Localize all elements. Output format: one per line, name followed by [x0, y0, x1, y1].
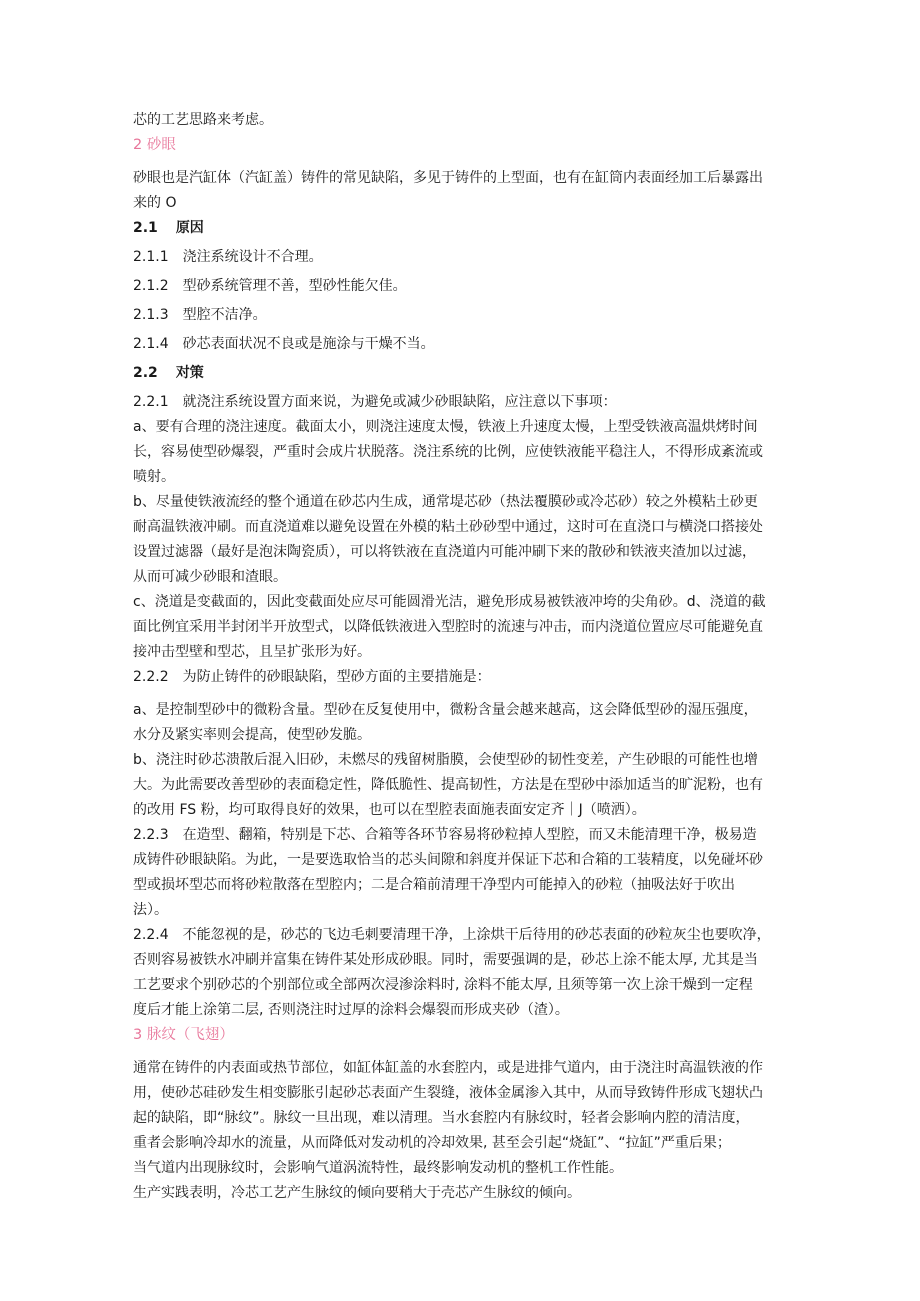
- paragraph-b: b、尽量使铁液流经的整个通道在砂芯内生成，通常堤芯砂（热法覆膜砂或冷芯砂）较之外模粘土砂更 耐高温铁液冲刷。而直浇道难以避免设置在外模的粘土砂砂型中通过，这时可在直浇口与横浇口搭接处 设置过滤器（最好是泡沫陶瓷质），可以将铁液在直浇道内可能冲刷下来的散砂和铁液夹渣加以过滤， 从而可减少砂眼和渣眼。: [133, 494, 763, 585]
- section-3-last: 生产实践表明，冷芯工艺产生脉纹的倾向要稍大于壳芯产生脉纹的倾向。: [133, 1185, 581, 1201]
- item-2-2-4: 2.2.4 不能忽视的是，砂芯的飞边毛刺要清理干净，上涂烘干后待用的砂芯表面的砂粒灰尘也要吹净， 否则容易被铁水冲刷并富集在铸件某处形成砂眼。同时，需要强调的是，砂芯上涂不能太厚, 尤其是当 工艺要求个别砂芯的个别部位或全部两次浸渗涂料时, 涂料不能太厚, 且须等第一次上涂干燥到一定程 度后才能上涂第二层, 否则浇注时过厚的涂料会爆裂而形成夹砂（渣）。: [133, 927, 771, 1018]
- section-2-1-heading: 2.1 原因: [133, 220, 204, 236]
- section-2-2-heading: 2.2 对策: [133, 365, 204, 381]
- document-page: [133, 108, 813, 1206]
- paragraph-b2: b、浇注时砂芯溃散后混入旧砂，未燃尽的残留树脂膜，会使型砂的韧性变差，产生砂眼的可能性也增 大。为此需要改善型砂的表面稳定性，降低脆性、提高韧性，方法是在型砂中添加适当的旷泥粉，也有 的改用 FS 粉，均可取得良好的效果，也可以在型腔表面施表面安定齐｜J（喷洒）。: [133, 752, 763, 818]
- paragraph-cd: c、浇道是变截面的，因此变截面处应尽可能圆滑光洁，避免形成易被铁液冲垮的尖角砂。d、浇道的截 面比例宜采用半封闭半开放型式，以降低铁液进入型腔时的流速与冲击，而内浇道位置应尽可能避免直 接冲击型壁和型芯，且呈扩张形为好。: [133, 594, 766, 660]
- item-2-1-4: 2.1.4 砂芯表面状况不良或是施涂与干燥不当。: [133, 336, 435, 352]
- item-2-2-3: 2.2.3 在造型、翻箱，特别是下芯、合箱等各环节容易将砂粒掉人型腔，而又未能清理干净，极易造 成铸件砂眼缺陷。为此，一是要选取恰当的芯头间隙和斜度并保证下芯和合箱的工装精度，以免碰坏砂 型或损坏型芯而将砂粒散落在型腔内；二是合箱前清理干净型内可能掉入的砂粒（抽吸法好于吹出 法）。: [133, 827, 763, 918]
- section-3-paragraph: 通常在铸件的内表面或热节部位，如缸体缸盖的水套腔内，或是进排气道内，由于浇注时高温铁液的作 用，使砂芯硅砂发生相变膨胀引起砂芯表面产生裂缝，液体金属渗入其中，从而导致铸件形成飞翅状凸 起的缺陷，即“脉纹”。脉纹一旦出现，难以清理。当水套腔内有脉纹时，轻者会影响内腔的清洁度， 重者会影响冷却水的流量，从而降低对发动机的冷却效果, 甚至会引起“烧缸”、“拉缸”严重后果； 当气道内出现脉纹时，会影响气道涡流特性，最终影响发动机的整机工作性能。: [133, 1060, 763, 1176]
- item-2-1-2: 2.1.2 型砂系统管理不善，型砂性能欠佳。: [133, 278, 407, 294]
- paragraph-a2: a、是控制型砂中的微粉含量。型砂在反复使用中，微粉含量会越来越高，这会降低型砂的湿压强度， 水分及紧实率则会提高，使型砂发脆。: [133, 702, 758, 743]
- item-2-1-1: 2.1.1 浇注系统设计不合理。: [133, 249, 323, 265]
- section-2-title: 2 砂眼: [133, 137, 176, 153]
- item-2-1-3: 2.1.3 型腔不洁净。: [133, 307, 267, 323]
- paragraph-a: a、要有合理的浇注速度。截面太小，则浇注速度太慢，铁液上升速度太慢，上型受铁液高温烘烤时间 长，容易使型砂爆裂，严重时会成片状脱落。浇注系统的比例，应使铁液能平稳注人，不得形成紊流或 喷射。: [133, 419, 763, 485]
- item-2-2-2: 2.2.2 为防止铸件的砂眼缺陷，型砂方面的主要措施是：: [133, 669, 491, 685]
- item-2-2-1: 2.2.1 就浇注系统设置方面来说，为避免或减少砂眼缺陷，应注意以下事项：: [133, 394, 617, 410]
- section-2-paragraph: 砂眼也是汽缸体（汽缸盖）铸件的常见缺陷，多见于铸件的上型面，也有在缸筒内表面经加工后暴露出 来的 O: [133, 170, 763, 211]
- intro-tail: 芯的工艺思路来考虑。: [133, 112, 273, 128]
- section-3-title: 3 脉纹（飞翅）: [133, 1027, 234, 1043]
